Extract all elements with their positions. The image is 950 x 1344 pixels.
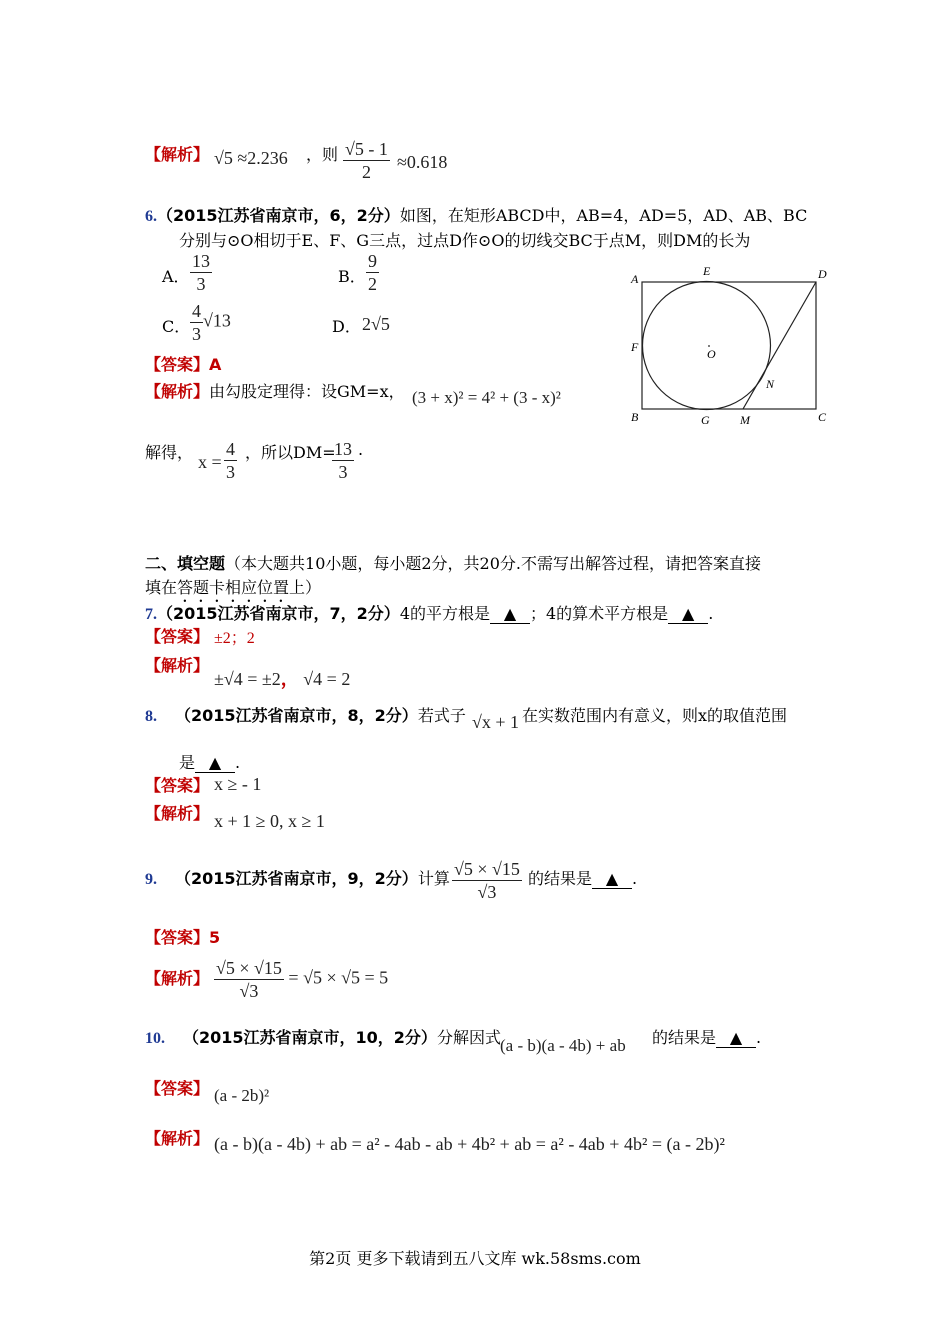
q10-number: 10. (145, 1030, 165, 1047)
q6-analysis-tag: 【解析】 (145, 382, 210, 401)
q6-stem-1: 如图，在矩形ABCD中，AB=4，AD=5，AD、AB、BC (399, 206, 808, 225)
label-m: M (740, 413, 750, 427)
label-g: G (701, 413, 710, 427)
label-e: E (703, 264, 711, 278)
top-approx1: ≈2.236 (237, 148, 288, 168)
section2-title: 二、填空题 (145, 554, 226, 573)
q10-header (145, 1025, 501, 1048)
q7-number: 7. (145, 606, 157, 623)
q8-answer-tag: 【答案】 (145, 776, 210, 795)
q6-solve-mid: ，所以DM= (245, 443, 336, 462)
q6-dm-num: 13 (334, 439, 352, 459)
q10-stem-a: 分解因式 (436, 1028, 501, 1047)
q9-answer: 5 (209, 928, 221, 947)
q7-analysis (214, 665, 350, 691)
q9-analysis-den: √3 (239, 981, 259, 1001)
q9-answer-tag: 【答案】 (145, 928, 210, 947)
q10-expr: (a - b)(a - 4b) + ab (500, 1036, 626, 1055)
q9-analysis-rest: = √5 × √5 = 5 (288, 967, 389, 988)
section2-desc2-dot: 答题卡相应位置 (177, 578, 290, 597)
label-c: C (818, 410, 827, 424)
q7-blank-1[interactable]: ▲ (490, 604, 530, 624)
q6-stem-2: 分别与⊙O相切于E、F、G三点，过点D作⊙O的切线交BC于点M，则DM的长为 (179, 231, 751, 250)
q7-stem-b: ；4的算术平方根是 (530, 604, 669, 623)
q9-stem-end: . (632, 869, 638, 888)
q10-answer: (a - 2b)² (214, 1086, 270, 1105)
q7-stem-end: . (708, 604, 714, 623)
q6-header (145, 203, 807, 226)
section2-desc1: （本大题共10小题，每小题2分，共20分.不需写出解答过程，请把答案直接 (225, 554, 762, 573)
q10-source: （2015江苏省南京市，10，2分） (183, 1028, 437, 1047)
q8-analysis: x + 1 ≥ 0, x ≥ 1 (214, 811, 325, 831)
top-approx2: ≈0.618 (397, 152, 448, 172)
q10-stem-b-row (652, 1025, 761, 1048)
q9-number: 9. (145, 871, 157, 888)
q10-analysis-tag: 【解析】 (145, 1129, 210, 1148)
q9-frac-num: √5 × √15 (454, 859, 520, 879)
top-sqrt5: √5 (214, 148, 233, 168)
q6-solve-end: . (358, 440, 364, 459)
label-a: A (631, 272, 639, 286)
q9-source: （2015江苏省南京市，9，2分） (175, 869, 418, 888)
q8-stem-c-row (179, 750, 240, 773)
q6-analysis-text: 由勾股定理得：设GM=x， (209, 382, 405, 401)
section2-desc2-post: 上） (289, 578, 322, 597)
q6-dm-den: 3 (338, 462, 348, 482)
q8-analysis-tag: 【解析】 (145, 804, 210, 823)
q7-stem-a: 4的平方根是 (399, 604, 490, 623)
q10-answer-tag: 【答案】 (145, 1079, 210, 1098)
q8-source: （2015江苏省南京市，8，2分） (175, 706, 418, 725)
q6-option-b (366, 250, 379, 295)
q6-option-d: 2√5 (362, 314, 390, 334)
q7-answer: ±2；2 (214, 630, 255, 647)
q6-option-b-den: 2 (368, 274, 377, 294)
q7-answer-tag: 【答案】 (145, 627, 210, 646)
q6-solve-num: 4 (226, 439, 235, 459)
q6-option-a-label: A． (162, 267, 190, 286)
q8-stem-c: 是 (179, 753, 196, 772)
q6-option-a (190, 250, 212, 295)
q6-answer-row (145, 352, 221, 375)
top-frac-num: √5 - 1 (345, 139, 388, 159)
q6-option-a-den: 3 (196, 274, 206, 294)
q6-option-c-rad: √13 (203, 310, 231, 331)
q9-analysis (214, 957, 388, 1002)
rectangle-abcd (642, 282, 816, 409)
q7-analysis-tag: 【解析】 (145, 656, 210, 675)
top-fraction (343, 138, 390, 183)
q9-analysis-tag: 【解析】 (145, 969, 210, 988)
label-n: N (766, 377, 775, 391)
q7-analysis-sep: ， (280, 669, 299, 689)
q8-answer: x ≥ - 1 (214, 774, 262, 794)
q9-blank[interactable]: ▲ (592, 869, 632, 889)
q6-option-b-label: B． (338, 267, 366, 286)
q6-option-c (190, 300, 231, 345)
q9-frac-den: √3 (477, 882, 497, 902)
q6-option-c-num: 4 (192, 301, 201, 321)
q9-answer-row (145, 925, 220, 948)
q6-analysis-eq: (3 + x)² = 4² + (3 - x)² (412, 388, 561, 407)
top-sep: ，则 (306, 145, 339, 164)
q9-stem-b-row (528, 866, 637, 889)
q6-source: （2015江苏省南京市，6，2分） (157, 206, 400, 225)
q8-stem-end: . (235, 753, 241, 772)
q6-solve-prefix: 解得， (145, 443, 194, 462)
q9-stem-b: 的结果是 (528, 869, 593, 888)
q6-solve-frac (224, 438, 237, 483)
label-f: F (631, 340, 639, 354)
q8-header (145, 703, 466, 726)
q9-header (145, 866, 450, 889)
q10-blank[interactable]: ▲ (716, 1028, 756, 1048)
q8-stem-b: 在实数范围内有意义，则x的取值范围 (522, 706, 788, 725)
q6-option-c-label: C． (162, 317, 191, 336)
section2-line1 (145, 551, 761, 574)
q6-number: 6. (145, 208, 157, 225)
label-o: O (707, 347, 716, 361)
top-analysis (214, 148, 288, 169)
q6-answer-tag: 【答案】 (145, 355, 210, 374)
q6-option-a-num: 13 (192, 251, 210, 271)
q9-fraction (452, 858, 522, 903)
q10-stem-end: . (756, 1028, 762, 1047)
q6-answer: A (209, 355, 222, 374)
q8-blank[interactable]: ▲ (195, 753, 235, 773)
circle-o (643, 282, 771, 410)
q9-analysis-num: √5 × √15 (216, 958, 282, 978)
q7-header (145, 601, 713, 624)
q6-figure (625, 262, 840, 432)
q7-analysis-1: ±√4 = ±2 (214, 669, 281, 689)
section2-desc2-pre: 填在 (145, 578, 178, 597)
q6-solve-den: 3 (226, 462, 235, 482)
label-b: B (631, 410, 639, 424)
q7-analysis-2: √4 = 2 (303, 669, 351, 689)
q10-stem-b: 的结果是 (652, 1028, 717, 1047)
q6-analysis-row (145, 379, 405, 402)
page-footer: 第2页 更多下载请到五八文库 wk.58sms.com (309, 1249, 641, 1268)
q10-analysis: (a - b)(a - 4b) + ab = a² - 4ab - ab + 4b² + ab = a² - 4ab + 4b² = (a - 2b)² (214, 1134, 725, 1154)
q6-option-c-den: 3 (192, 324, 201, 344)
q6-solve-x: x = (198, 452, 222, 472)
q6-dm-frac (332, 438, 354, 483)
q7-blank-2[interactable]: ▲ (668, 604, 708, 624)
top-frac-den: 2 (361, 162, 371, 182)
q8-expr: √x + 1 (472, 712, 520, 732)
q6-option-b-num: 9 (368, 251, 377, 271)
q9-stem-a: 计算 (417, 869, 450, 888)
q7-source: （2015江苏省南京市，7，2分） (157, 604, 400, 623)
tangent-dm (743, 282, 816, 409)
q8-stem-a: 若式子 (417, 706, 466, 725)
q6-option-d-label: D． (332, 317, 361, 336)
analysis-tag-top: 【解析】 (145, 145, 210, 164)
label-d: D (818, 267, 827, 281)
q8-number: 8. (145, 708, 157, 725)
